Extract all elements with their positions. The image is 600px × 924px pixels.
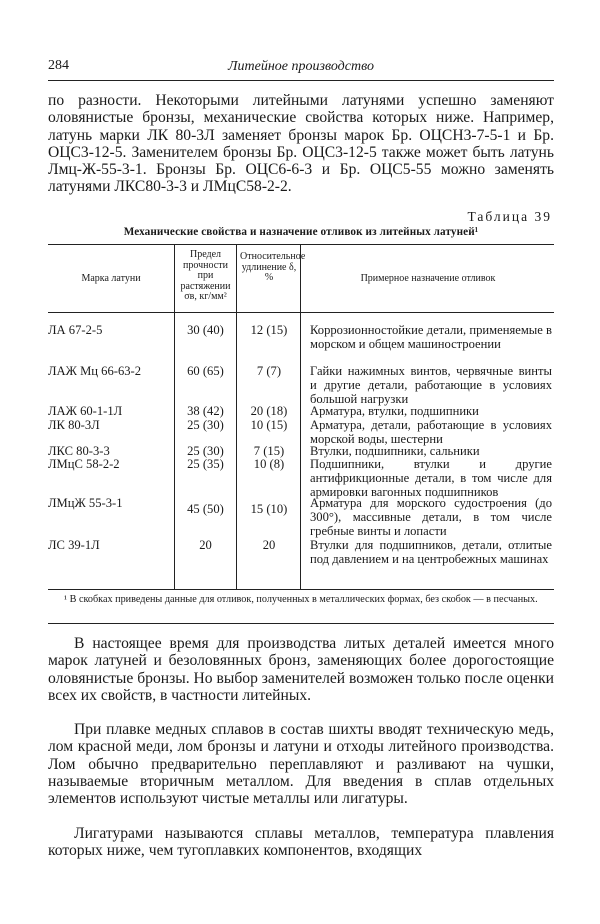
running-title: Литейное производство: [228, 59, 374, 74]
table-cell-elongation: 7 (7): [256, 364, 282, 378]
column-header-elongation: Относительное удлинение δ, %: [240, 251, 306, 283]
column-header-grade: Марка латуни: [81, 273, 141, 284]
table-cell-purpose: Гайки нажимных винтов, червячные винты и другие детали, работающие в условиях большой нагрузки: [310, 364, 552, 407]
table-cell-purpose: Втулки, подшипники, сальники: [310, 444, 480, 458]
data-table: [48, 244, 554, 590]
table-cell-grade: ЛМцС 58-2-2: [48, 457, 120, 471]
table-cell-strength: 30 (40): [187, 323, 224, 337]
table-cell-strength: 60 (65): [187, 364, 224, 378]
table-cell-purpose: Арматура, втулки, подшипники: [310, 404, 479, 418]
table-cell-strength: 38 (42): [187, 404, 224, 418]
table-cell-strength: 45 (50): [187, 502, 224, 516]
table-cell-purpose: Арматура для морского судостроения (до 300°), массивные детали, в том числе гребные винты и лопасти: [310, 496, 552, 539]
column-header-purpose: Примерное назначение отливок: [360, 273, 496, 284]
table-cell-purpose: Втулки для подшипников, детали, отлитые под давлением и на центробежных машинах: [310, 538, 552, 567]
table-footnote: ¹ В скобках приведены данные для отливок, полученных в металлических формах, без скобок — в песчаных.: [64, 594, 538, 605]
table-cell-grade: ЛАЖ 60-1-1Л: [48, 404, 123, 418]
table-cell-elongation: 12 (15): [250, 323, 288, 337]
column-header-strength: Предел прочности при растяжении σв, кг/мм²: [180, 249, 231, 302]
table-cell-elongation: 10 (15): [250, 418, 288, 432]
page-header: [48, 58, 554, 81]
body-paragraph: Лигатурами называются сплавы металлов, температура плавления которых ниже, чем тугоплавких компонентов, входящих: [48, 825, 554, 860]
table-cell-purpose: Коррозионностойкие детали, применяемые в морском и общем машиностроении: [310, 323, 552, 352]
table-label: Таблица 39: [467, 209, 552, 224]
page-number: 284: [48, 58, 69, 73]
table-cell-strength: 20: [199, 538, 212, 552]
body-paragraph: В настоящее время для производства литых деталей имеется много марок латуней и безоловянных бронз, заменяющих более дорогостоящие оловянистые бронзы. Но выбор заменителей возможен только после оценки всех их свойств, в частности литейных.: [48, 635, 554, 704]
table-title: Механические свойства и назначение отливок из литейных латуней¹: [123, 226, 479, 238]
table-cell-elongation: 20 (18): [250, 404, 288, 418]
table-cell-strength: 25 (35): [187, 457, 224, 471]
table-cell-grade: ЛК 80-3Л: [48, 418, 100, 432]
table-cell-elongation: 15 (10): [250, 502, 288, 516]
intro-paragraph: по разности. Некоторыми литейными латунями успешно заменяют оловянистые бронзы, механические свойства которых ниже. Например, латунь марки ЛК 80-3Л заменяет бронзы марок Бр. ОЦСН3-7-5-1 и Бр. ОЦС3-12-5. Заменителем бронзы Бр. ОЦС3-12-5 также может быть латунь Лмц-Ж-55-3-1. Бронзы Бр. ОЦС6-6-3 и Бр. ОЦС5-55 можно заменять латунями ЛКС80-3-3 и ЛМцС58-2-2.: [48, 92, 554, 196]
table-cell-purpose: Подшипники, втулки и другие антифрикционные детали, в том числе для армировки вагонных подшипников: [310, 457, 552, 500]
table-cell-grade: ЛАЖ Мц 66-63-2: [48, 364, 142, 378]
table-cell-grade: ЛА 67-2-5: [48, 323, 103, 337]
table-cell-grade: ЛС 39-1Л: [48, 538, 100, 552]
table-cell-elongation: 7 (15): [253, 444, 285, 458]
table-cell-strength: 25 (30): [187, 418, 224, 432]
table-cell-grade: ЛКС 80-3-3: [48, 444, 110, 458]
table-cell-elongation: 10 (8): [253, 457, 285, 471]
table-cell-purpose: Арматура, детали, работающие в условиях морской воды, шестерни: [310, 418, 552, 447]
table-cell-grade: ЛМцЖ 55-3-1: [48, 496, 123, 510]
table-cell-elongation: 20: [262, 538, 276, 552]
table-cell-strength: 25 (30): [187, 444, 224, 458]
body-paragraph: При плавке медных сплавов в состав шихты вводят техническую медь, лом красной меди, лом бронзы и латуни и отходы литейного производства. Лом обычно предварительно переплавляют и разливают на чушки, называемые вторичным металлом. Для введения в сплав отдельных элементов используют чистые металлы или лигатуры.: [48, 721, 554, 808]
divider: [48, 623, 554, 624]
